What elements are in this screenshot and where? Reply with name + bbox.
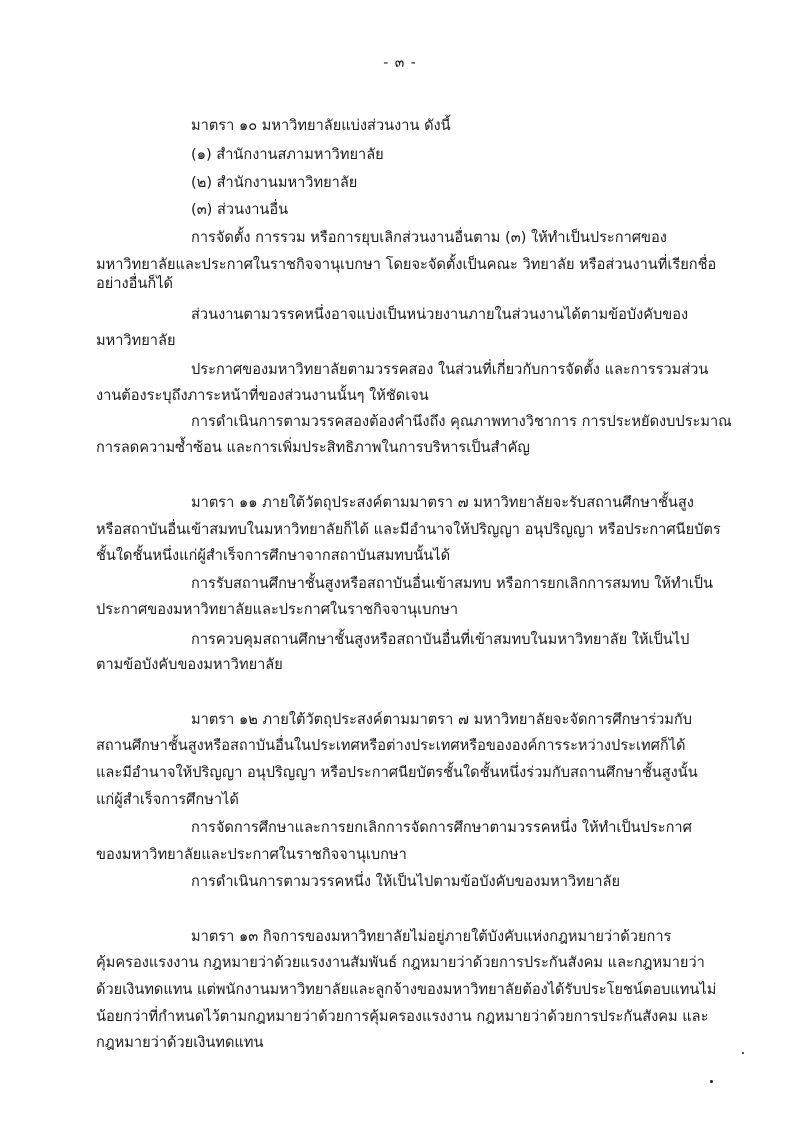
section-11-p3-line: ตามข้อบังคับของมหาวิทยาลัย bbox=[96, 656, 283, 673]
section-12-p1-line: แก่ผู้สำเร็จการศึกษาได้ bbox=[96, 791, 239, 808]
scan-speck bbox=[710, 1080, 713, 1083]
section-10-item-1: (๑) สำนักงานสภามหาวิทยาลัย bbox=[191, 146, 384, 163]
section-12-p1-line: มาตรา ๑๒ ภายใต้วัตถุประสงค์ตามมาตรา ๗ มหาวิทยาลัยจะจัดการศึกษาร่วมกับ bbox=[191, 711, 693, 728]
section-11-p2-line: การรับสถานศึกษาชั้นสูงหรือสถาบันอื่นเข้าสมทบ หรือการยกเลิกการสมทบ ให้ทำเป็น bbox=[191, 575, 714, 592]
section-11-p1-line: มาตรา ๑๑ ภายใต้วัตถุประสงค์ตามมาตรา ๗ มหาวิทยาลัยจะรับสถานศึกษาชั้นสูง bbox=[191, 494, 694, 511]
section-12-p1-line: สถานศึกษาชั้นสูงหรือสถาบันอื่นในประเทศหรือต่างประเทศหรือขององค์การระหว่างประเทศก็ได้ bbox=[96, 737, 686, 754]
scan-speck bbox=[742, 1052, 744, 1054]
section-12-p2-line: การจัดการศึกษาและการยกเลิกการจัดการศึกษาตามวรรคหนึ่ง ให้ทำเป็นประกาศ bbox=[191, 819, 692, 836]
section-10-p2-line: ส่วนงานตามวรรคหนึ่งอาจแบ่งเป็นหน่วยงานภายในส่วนงานได้ตามข้อบังคับของ bbox=[191, 306, 689, 323]
section-10-item-3: (๓) ส่วนงานอื่น bbox=[191, 201, 289, 218]
section-10-p1-line: อย่างอื่นก็ได้ bbox=[96, 275, 174, 292]
section-10-p3-line: ประกาศของมหาวิทยาลัยตามวรรคสอง ในส่วนที่เกี่ยวกับการจัดตั้ง และการรวมส่วน bbox=[191, 361, 709, 378]
section-11-p1-line: หรือสถาบันอื่นเข้าสมทบในมหาวิทยาลัยก็ได้ และมีอำนาจให้ปริญญา อนุปริญญา หรือประกาศนียบัตร bbox=[96, 521, 721, 538]
section-10-p4-line: การดำเนินการตามวรรคสองต้องคำนึงถึง คุณภาพทางวิชาการ การประหยัดงบประมาณ bbox=[191, 413, 732, 430]
section-13-p1-line: ด้วยเงินทดแทน แต่พนักงานมหาวิทยาลัยและลูกจ้างของมหาวิทยาลัยต้องได้รับประโยชน์ตอบแทนไม่ bbox=[96, 981, 717, 998]
section-10-p1-line: มหาวิทยาลัยและประกาศในราชกิจจานุเบกษา โดยจะจัดตั้งเป็นคณะ วิทยาลัย หรือส่วนงานที่เรียกชื่อ bbox=[96, 256, 717, 273]
section-10-p1-line: การจัดตั้ง การรวม หรือการยุบเลิกส่วนงานอื่นตาม (๓) ให้ทำเป็นประกาศของ bbox=[191, 229, 667, 246]
section-12-p1-line: และมีอำนาจให้ปริญญา อนุปริญญา หรือประกาศนียบัตรชั้นใดชั้นหนึ่งร่วมกับสถานศึกษาชั้นสูงนั้น bbox=[96, 764, 698, 781]
section-13-p1-line: มาตรา ๑๓ กิจการของมหาวิทยาลัยไม่อยู่ภายใต้บังคับแห่งกฎหมายว่าด้วยการ bbox=[191, 928, 672, 945]
section-12-p2-line: ของมหาวิทยาลัยและประกาศในราชกิจจานุเบกษา bbox=[96, 846, 407, 863]
section-10-p4-line: การลดความซ้ำซ้อน และการเพิ่มประสิทธิภาพในการบริหารเป็นสำคัญ bbox=[96, 439, 530, 456]
page-number: - ๓ - bbox=[383, 55, 417, 71]
section-13-p1-line: กฎหมายว่าด้วยเงินทดแทน bbox=[96, 1034, 264, 1051]
section-13-p1-line: น้อยกว่าที่กำหนดไว้ตามกฎหมายว่าด้วยการคุ้มครองแรงงาน กฎหมายว่าด้วยการประกันสังคม และ bbox=[96, 1008, 709, 1025]
section-10-p2-line: มหาวิทยาลัย bbox=[96, 332, 176, 349]
section-13-p1-line: คุ้มครองแรงงาน กฎหมายว่าด้วยแรงงานสัมพันธ์ กฎหมายว่าด้วยการประกันสังคม และกฎหมายว่า bbox=[96, 954, 705, 971]
section-10-p3-line: งานต้องระบุถึงภาระหน้าที่ของส่วนงานนั้นๆ ให้ชัดเจน bbox=[96, 387, 429, 404]
section-11-p3-line: การควบคุมสถานศึกษาชั้นสูงหรือสถาบันอื่นที่เข้าสมทบในมหาวิทยาลัย ให้เป็นไป bbox=[191, 631, 690, 648]
section-10-heading: มาตรา ๑๐ มหาวิทยาลัยแบ่งส่วนงาน ดังนี้ bbox=[191, 117, 451, 134]
section-11-p1-line: ชั้นใดชั้นหนึ่งแก่ผู้สำเร็จการศึกษาจากสถาบันสมทบนั้นได้ bbox=[96, 547, 451, 564]
section-12-p3-line: การดำเนินการตามวรรคหนึ่ง ให้เป็นไปตามข้อบังคับของมหาวิทยาลัย bbox=[191, 873, 621, 890]
section-10-item-2: (๒) สำนักงานมหาวิทยาลัย bbox=[191, 174, 358, 191]
section-11-p2-line: ประกาศของมหาวิทยาลัยและประกาศในราชกิจจานุเบกษา bbox=[96, 601, 459, 618]
